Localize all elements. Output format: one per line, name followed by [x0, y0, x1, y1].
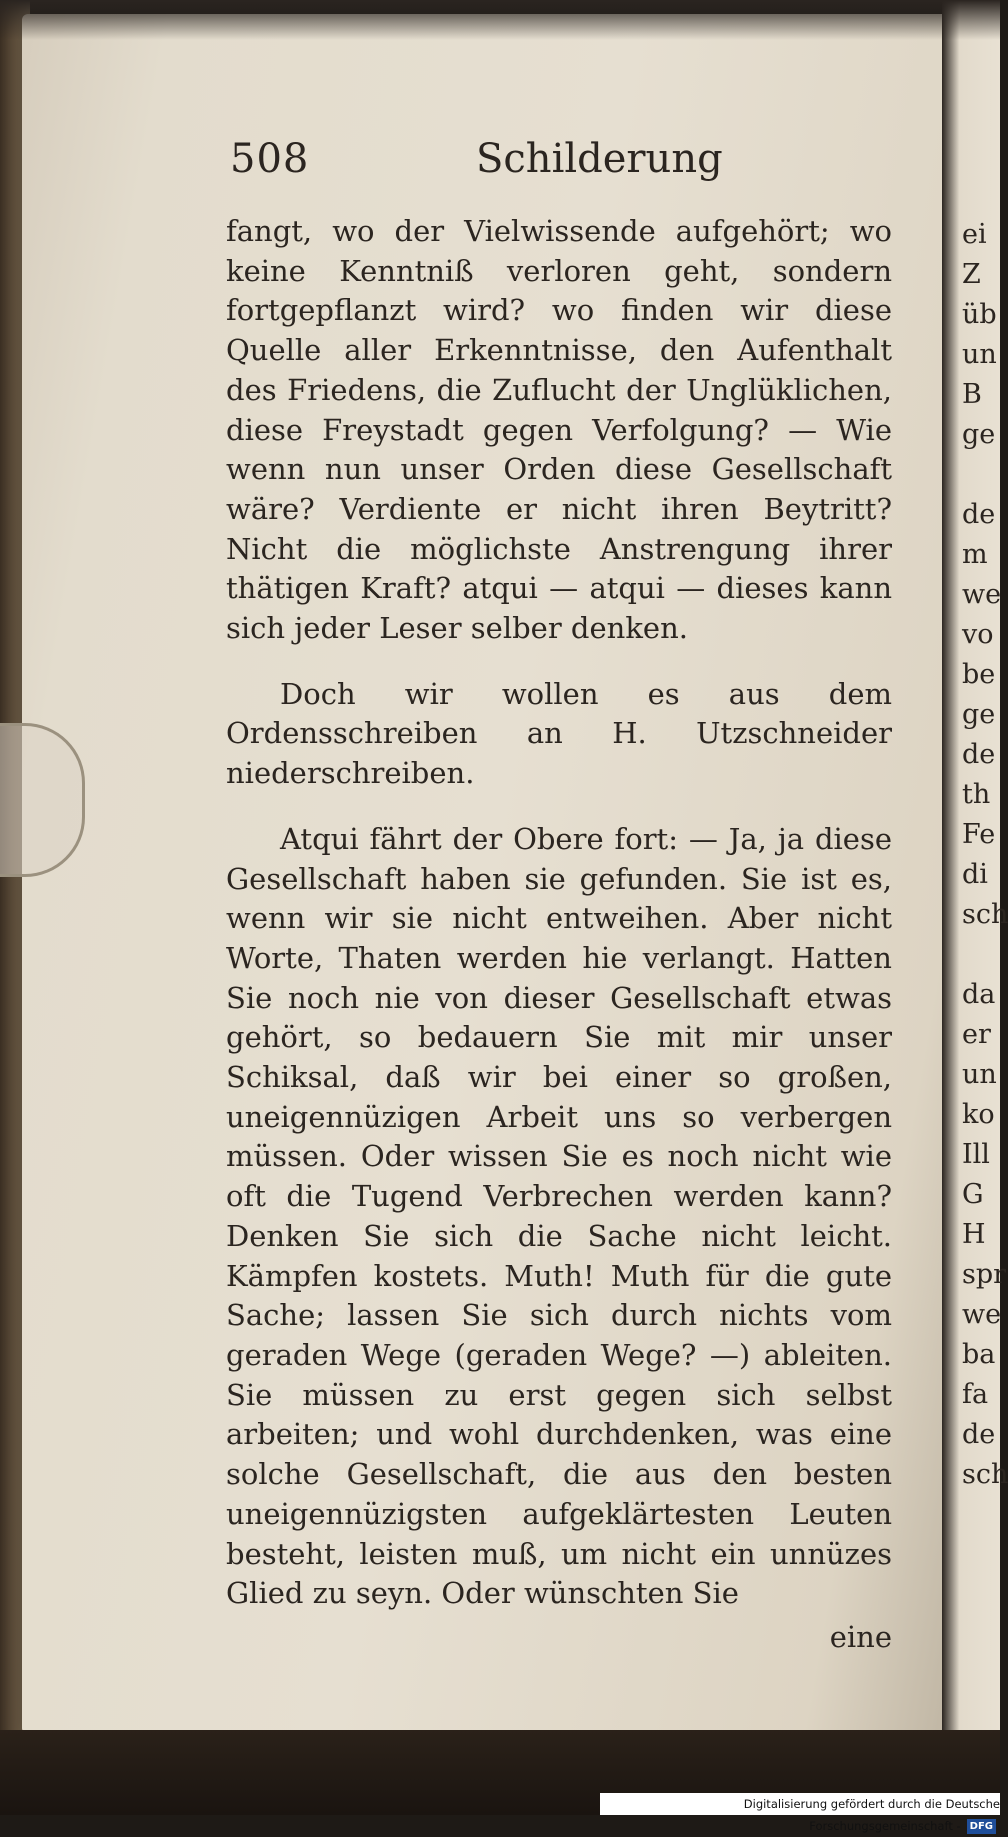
- facing-page-fragment: ge: [962, 699, 996, 730]
- facing-page-fragment: Fe: [962, 819, 996, 850]
- paragraph-1: fangt, wo der Vielwissende aufgehört; wo keine Kenntniß verloren geht, sondern fortgepflanzt wird? wo finden wir diese Quelle aller Erkenntnisse, den Aufenthalt des Friedens, die Zuflucht der Unglüklichen, diese Freystadt gegen Verfolgung? — Wie wenn nun unser Orden diese Gesellschaft wäre? Verdiente er nicht ihren Beytritt? Nicht die möglichste Anstrengung ihrer thätigen Kraft? atqui — atqui — dieses kann sich jeder Leser selber denken.: [226, 214, 892, 646]
- facing-page-fragment: [962, 455, 1000, 495]
- facing-page-fragment: un: [962, 339, 997, 370]
- facing-page-fragment: ei: [962, 219, 987, 250]
- facing-page-fragment: th: [962, 779, 991, 810]
- facing-page-fragment: B: [962, 379, 982, 410]
- facing-page-text-fragments: [962, 215, 1008, 1495]
- dfg-logo-badge: DFG: [967, 1819, 996, 1834]
- facing-page-fragment: di: [962, 859, 988, 890]
- facing-page-fragment: de: [962, 499, 996, 530]
- facing-page-fragment: ge: [962, 419, 996, 450]
- paragraph-3: Atqui fährt der Obere fort: — Ja, ja diese Gesellschaft haben sie gefunden. Sie ist es, wenn wir sie nicht entweihen. Aber nicht Worte, Thaten werden hie verlangt. Hatten Sie noch nie von dieser Gesellschaft etwas gehört, so bedauern Sie mit mir unser Schiksal, daß wir bei einer so großen, uneigennüzigen Arbeit uns so verbergen müssen. Oder wissen Sie es noch nicht wie oft die Tugend Verbrechen werden kann? Denken Sie sich die Sache nicht leicht. Kämpfen kostets. Muth! Muth für die gute Sache; lassen Sie sich durch nichts vom geraden Wege (geraden Wege? —) ableiten. Sie müssen zu erst gegen sich selbst arbeiten; und wohl durchdenken, was eine solche Gesellschaft, die aus den besten uneigennüzigsten aufgeklärtesten Leuten besteht, leisten muß, um nicht ein unnüzes Glied zu seyn. Oder wünschten Sie: [226, 821, 892, 1611]
- page-text-block: [226, 136, 892, 1658]
- facing-page-fragment: vo: [962, 619, 994, 650]
- facing-page-fragment: er: [962, 1019, 991, 1050]
- footer-credit: Digitalisierung gefördert durch die Deutsche Forschungsgemeinschaft -: [743, 1797, 1000, 1833]
- facing-page-fragment: de: [962, 1419, 996, 1450]
- facing-page-fragment: da: [962, 979, 996, 1010]
- facing-page-fragment: Ill: [962, 1139, 990, 1170]
- facing-page-fragment: ba: [962, 1339, 996, 1370]
- facing-page-fragment: m: [962, 539, 988, 570]
- facing-page-fragment: spr: [962, 1259, 1007, 1290]
- top-shadow: [0, 0, 1000, 40]
- running-head: [226, 136, 892, 194]
- facing-page-fragment: sch: [962, 1459, 1008, 1490]
- facing-page-fragment: fa: [962, 1379, 989, 1410]
- facing-page-fragment: be: [962, 659, 996, 690]
- facing-page-fragment: üb: [962, 299, 997, 330]
- catchword: eine: [829, 1619, 892, 1654]
- facing-page-fragment: we: [962, 1299, 1002, 1330]
- page-clip: [0, 723, 85, 877]
- facing-page-fragment: sch: [962, 899, 1008, 930]
- paragraph-2: Doch wir wollen es aus dem Ordensschreiben an H. Utzschneider niederschreiben.: [226, 676, 892, 791]
- running-title: Schilderung: [476, 136, 723, 182]
- facing-page-fragment: un: [962, 1059, 997, 1090]
- facing-page-fragment: Z: [962, 259, 981, 290]
- facing-page-fragment: [962, 935, 1000, 975]
- facing-page-fragment: we: [962, 579, 1002, 610]
- facing-page-fragment: ko: [962, 1099, 995, 1130]
- facing-page-fragment: H: [962, 1219, 986, 1250]
- facing-page-fragment: de: [962, 739, 996, 770]
- digitization-footer: [600, 1793, 1000, 1833]
- page-number: 508: [230, 136, 310, 182]
- facing-page-fragment: G: [962, 1179, 984, 1210]
